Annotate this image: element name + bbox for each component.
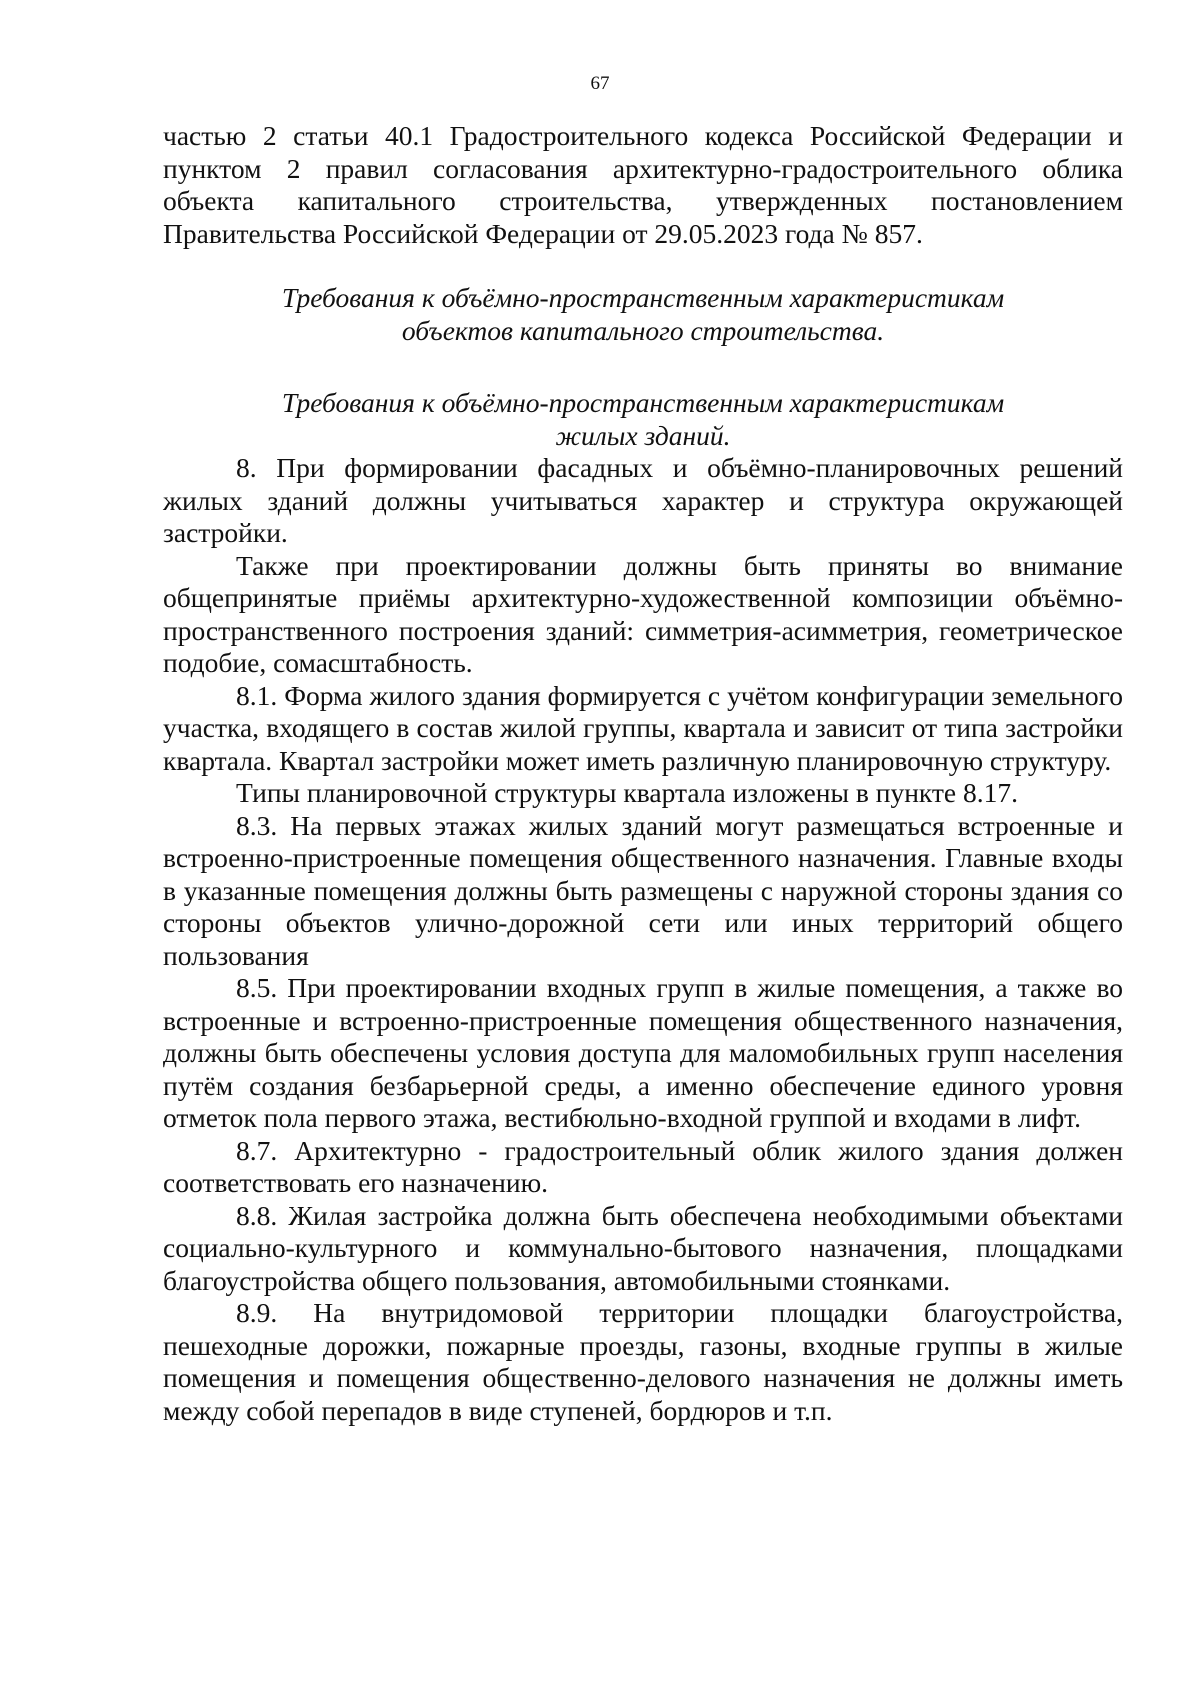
paragraph-8-9: 8.9. На внутридомовой территории площадки благоустройства, пешеходные дорожки, пожарные проезды, газоны, входные группы в жилые помещения и помещения общественно-делового назначения не должны иметь между собой перепадов в виде ступеней, бордюров и т.п. (163, 1297, 1123, 1426)
paragraph-8-5: 8.5. При проектировании входных групп в жилые помещения, а также во встроенные и встроенно-пристроенные помещения общественного назначения, должны быть обеспечены условия доступа для маломобильных групп населения путём создания безбарьерной среды, а именно обеспечение единого уровня отметок пола первого этажа, вестибюльно-входной группой и входами в лифт. (163, 972, 1123, 1133)
paragraph-8-7: 8.7. Архитектурно - градостроительный облик жилого здания должен соответствовать его назначению. (163, 1134, 1123, 1198)
paragraph-8-1-types: Типы планировочной структуры квартала изложены в пункте 8.17. (236, 777, 1019, 808)
heading-line: Требования к объёмно-пространственным характеристикам (281, 282, 1005, 313)
heading-line: Требования к объёмно-пространственным характеристикам (281, 387, 1005, 418)
page-number: 67 (590, 73, 610, 94)
heading-line: жилых зданий. (555, 419, 731, 451)
heading-line: объектов капитального строительства. (401, 314, 885, 346)
paragraph-8-1: 8.1. Форма жилого здания формируется с учётом конфигурации земельного участка, входящего в состав жилой группы, квартала и зависит от типа застройки квартала. Квартал застройки может иметь различную планировочную структуру. (163, 679, 1123, 776)
section-heading-capital-construction (163, 282, 1123, 347)
intro-paragraph: частью 2 статьи 40.1 Градостроительного кодекса Российской Федерации и пунктом 2 правил согласования архитектурно-градостроительного облика объекта капитального строительства, утвержденных постановлением Правительства Российской Федерации от 29.05.2023 года № 857. (163, 120, 1123, 249)
paragraph-8-8: 8.8. Жилая застройка должна быть обеспечена необходимыми объектами социально-культурного и коммунально-бытового назначения, площадками благоустройства общего пользования, автомобильными стоянками. (163, 1199, 1123, 1296)
paragraph-8-3: 8.3. На первых этажах жилых зданий могут размещаться встроенные и встроенно-пристроенные помещения общественного назначения. Главные входы в указанные помещения должны быть размещены с наружной стороны здания со стороны объектов улично-дорожной сети или иных территорий общего пользования (163, 809, 1123, 971)
document-body (163, 120, 1123, 1427)
paragraph-8-composition: Также при проектировании должны быть приняты во внимание общепринятые приёмы архитектурно-художественной композиции объёмно-пространственного построения зданий: симметрия-асимметрия, геометрическое подобие, сомасштабность. (163, 549, 1123, 678)
section-heading-residential-buildings (163, 387, 1123, 452)
paragraph-8: 8. При формировании фасадных и объёмно-планировочных решений жилых зданий должны учитываться характер и структура окружающей застройки. (163, 452, 1123, 548)
